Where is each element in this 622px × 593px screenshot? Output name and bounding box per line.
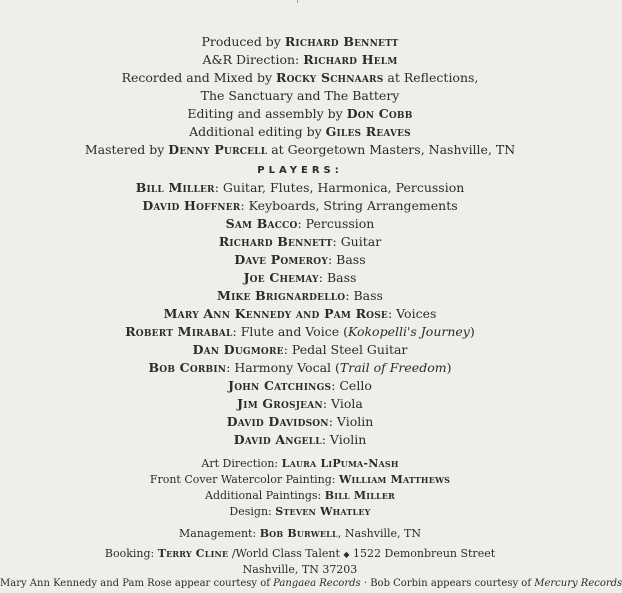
courtesy-note: Mary Ann Kennedy and Pam Rose appear courtesy of Pangaea Records · Bob Corbin appears courtesy of Mercury Records (0, 578, 622, 589)
diamond-bullet-icon: ◆ (343, 550, 350, 559)
credit-producer: Produced by Richard Bennett (201, 34, 399, 49)
art-credit-row: Additional Paintings: Bill Miller (205, 489, 395, 502)
booking-city: Nashville, TN 37203 (242, 563, 358, 576)
credit-additional-editing: Additional editing by Giles Reaves (189, 124, 411, 139)
player-row: Bob Corbin: Harmony Vocal (Trail of Freedom) (148, 360, 452, 375)
player-row: Richard Bennett: Guitar (218, 234, 382, 249)
management-credit: Management: Bob Burwell, Nashville, TN (179, 527, 421, 540)
player-row: Sam Bacco: Percussion (225, 216, 375, 231)
player-row: David Davidson: Violin (226, 414, 374, 429)
art-credit-row: Front Cover Watercolor Painting: William Matthews (149, 473, 451, 486)
player-row: Mike Brignardello: Bass (217, 288, 383, 303)
player-row: Robert Mirabal: Flute and Voice (Kokopelli's Journey) (125, 324, 475, 339)
credit-studios: The Sanctuary and The Battery (200, 88, 400, 103)
art-credit-row: Art Direction: Laura LiPuma-Nash (201, 457, 399, 470)
players-heading: PLAYERS: (257, 165, 343, 176)
player-row: David Angell: Violin (233, 432, 367, 447)
credit-ar-direction: A&R Direction: Richard Helm (202, 52, 398, 67)
credit-editing: Editing and assembly by Don Cobb (187, 106, 413, 121)
booking-credit: Booking: Terry Cline /World Class Talent ◆ 1522 Demonbreun Street (104, 547, 496, 560)
player-row: David Hoffner: Keyboards, String Arrangements (142, 198, 458, 213)
player-row: Dave Pomeroy: Bass (234, 252, 366, 267)
player-row: John Catchings: Cello (228, 378, 372, 393)
credit-mastered: Mastered by Denny Purcell at Georgetown Masters, Nashville, TN (84, 142, 516, 157)
player-row: Dan Dugmore: Pedal Steel Guitar (192, 342, 408, 357)
player-row: Mary Ann Kennedy and Pam Rose: Voices (163, 306, 437, 321)
top-tick-mark (297, 0, 298, 3)
player-row: Joe Chemay: Bass (243, 270, 357, 285)
credit-recorded-mixed: Recorded and Mixed by Rocky Schnaars at Reflections, (121, 70, 479, 85)
art-credit-row: Design: Steven Whatley (229, 505, 371, 518)
player-row: Jim Grosjean: Viola (237, 396, 363, 411)
player-row: Bill Miller: Guitar, Flutes, Harmonica, Percussion (135, 180, 465, 195)
